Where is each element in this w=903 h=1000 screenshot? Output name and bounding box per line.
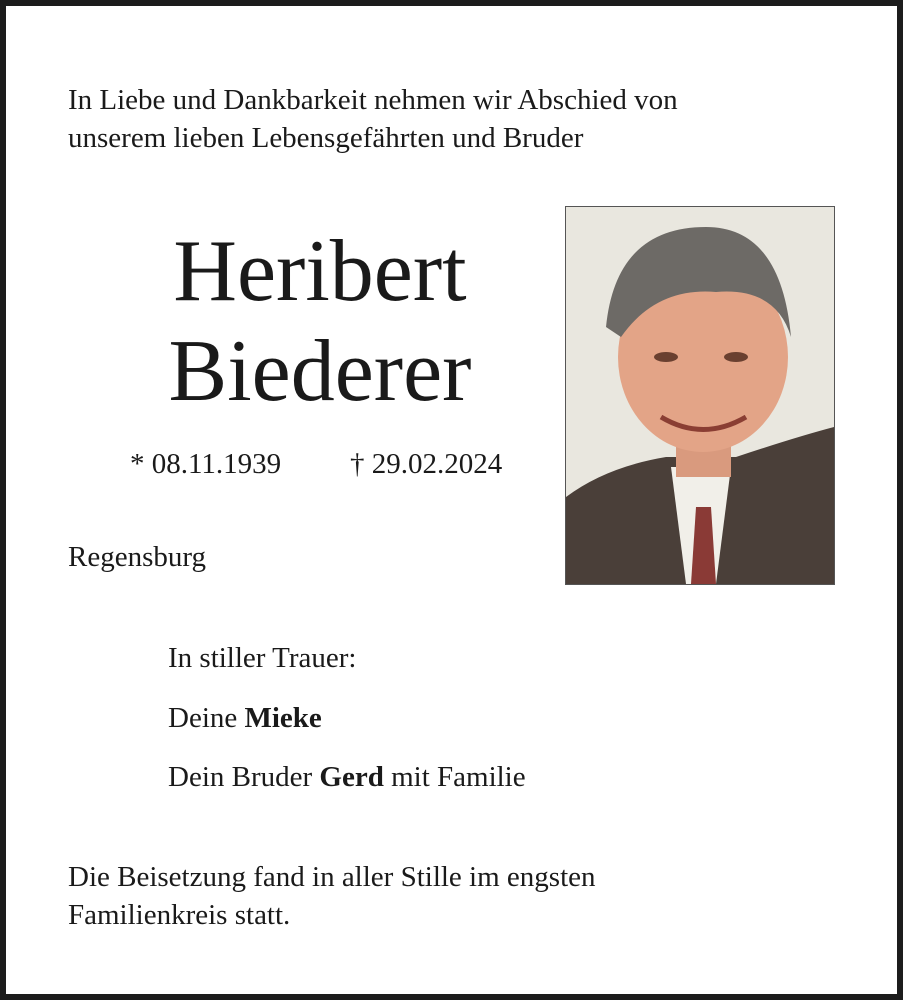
death-date: † 29.02.2024 [350,448,503,480]
last-name: Biederer [168,323,472,420]
mourner-name: Mieke [244,702,322,734]
mourner-suffix: mit Familie [383,761,526,793]
mourners-heading: In stiller Trauer: [168,642,357,674]
mourner-name: Gerd [319,761,384,793]
closing-line-1: Die Beisetzung fand in aller Stille im engsten [68,861,596,893]
closing-line-2: Familienkreis statt. [68,899,291,931]
birth-date: * 08.11.1939 [130,448,282,480]
mourner-prefix: Dein Bruder [168,761,320,793]
mourner-line-1 [168,698,322,738]
intro-line-2: unserem lieben Lebensgefährten und Bruder [68,122,584,154]
mourner-line-2 [168,757,526,797]
first-name: Heribert [173,223,467,320]
place: Regensburg [68,541,207,573]
portrait-photo [565,206,835,585]
intro-line-1: In Liebe und Dankbarkeit nehmen wir Abschied von [68,84,678,116]
mourner-prefix: Deine [168,702,245,734]
